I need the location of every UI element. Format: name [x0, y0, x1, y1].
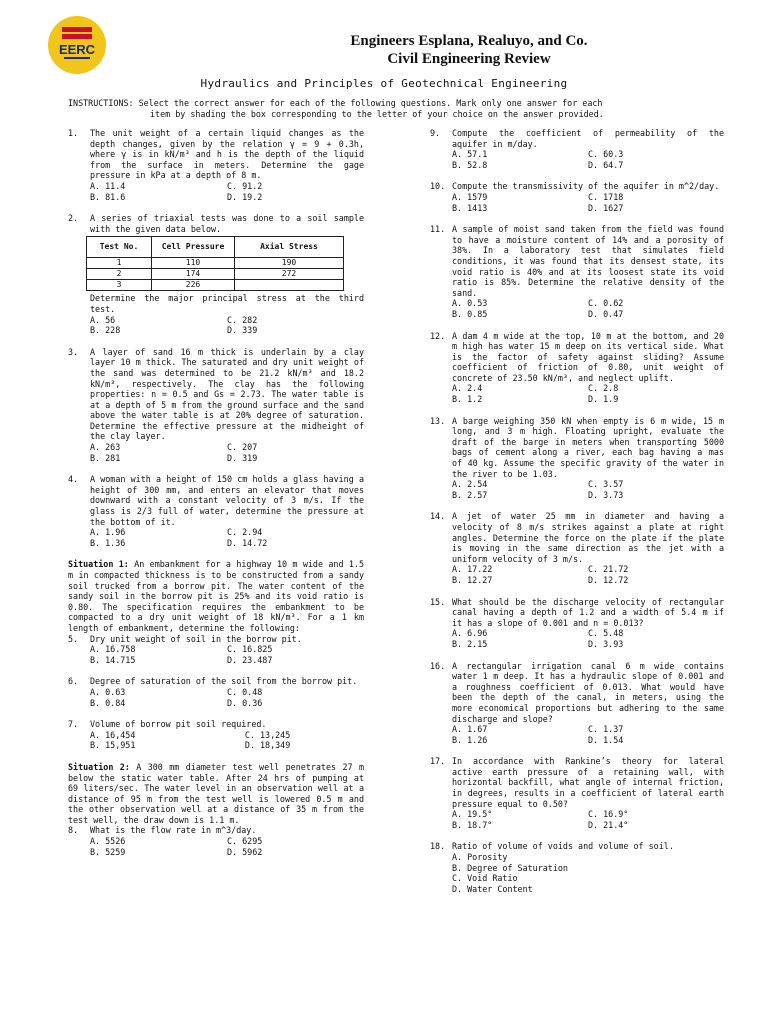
- table-row: [87, 258, 344, 269]
- table-header: Cell Pressure: [152, 237, 235, 258]
- table-cell: [235, 280, 344, 291]
- question-stem: A jet of water 25 mm in diameter and having a velocity of 8 m/s strikes against a plate at right angles. Determine the force on the plate if the plate is moving in the same direction as the jet with a uniform velocity of 3 m/s.: [452, 511, 724, 564]
- choice-d: D. 3.73: [588, 489, 624, 500]
- choice-a: A. 1.96: [90, 527, 126, 538]
- question-number: 3.: [68, 346, 79, 357]
- org-subtitle: Civil Engineering Review: [387, 51, 551, 67]
- choice-d: D. 1.54: [588, 734, 624, 745]
- question-1: [68, 128, 364, 202]
- table-cell: 3: [87, 280, 152, 291]
- choice-c: C. 16.825: [227, 644, 273, 655]
- choice-a: A. 16.758: [90, 644, 136, 655]
- situation-2: [68, 762, 364, 826]
- question-18: [430, 841, 724, 894]
- choice-c: C. 1.37: [588, 724, 624, 735]
- table-cell: 226: [152, 280, 235, 291]
- question-4: [68, 474, 364, 548]
- choice-b: B. 14.715: [90, 654, 136, 665]
- instructions-line-1: INSTRUCTIONS: Select the correct answer for each of the following questions. Mark only one answer for each: [68, 98, 603, 108]
- choice-b: B. 12.27: [452, 574, 493, 585]
- table-cell: 190: [235, 258, 344, 269]
- question-stem: A rectangular irrigation canal 6 m wide contains water 1 m deep. It has a hydraulic slope of 0.001 and a roughness coefficient of 0.013. What would have been the depth of the canal, in meters, using the more economical proportions but adhering to the same discharge and slope?: [452, 660, 724, 724]
- question-13: [430, 416, 724, 501]
- question-stem: Degree of saturation of the soil from the borrow pit.: [90, 676, 358, 687]
- choice-b: B. 1.36: [90, 537, 126, 548]
- choice-c: C. 2.8: [588, 383, 619, 394]
- question-stem: What should be the discharge velocity of rectangular canal having a depth of 1.2 and a width of 5.4 m if it has a slope of 0.001 and n = 0.013?: [452, 596, 724, 628]
- question-stem: A layer of sand 16 m thick is underlain by a clay layer 10 m thick. The saturated and dry unit weight of the sand was determined to be 21.2 kN/m³ and 18.2 kN/m³, respectively. The clay has the following properties: n = 0.5 and Gs = 2.73. The water table is at a depth of 5 m from the ground surface and the sand above the water table is at 20% degree of saturation. Determine the effective pressure at the midheight of the clay layer.: [90, 346, 364, 442]
- question-stem: Volume of borrow pit soil required.: [90, 719, 267, 730]
- choice-a: A. 2.54: [452, 479, 488, 490]
- question-number: 18.: [430, 841, 446, 852]
- choice-a: A. 57.1: [452, 149, 488, 160]
- choice-a: A. 17.22: [452, 564, 493, 575]
- question-stem: What is the flow rate in m^3/day.: [90, 825, 257, 836]
- choice-d: D. 19.2: [227, 191, 263, 202]
- question-15: [430, 597, 724, 650]
- choice-b: B. 15,951: [90, 740, 136, 751]
- choice-b: B. 0.85: [452, 308, 488, 319]
- choice-a: A. Porosity: [452, 852, 508, 863]
- situation-1: [68, 559, 364, 633]
- table-cell: 110: [152, 258, 235, 269]
- question-10: [430, 181, 724, 213]
- choice-d: D. 3.93: [588, 638, 624, 649]
- choice-c: C. 16.9°: [588, 809, 629, 820]
- choice-d: D. 23.487: [227, 654, 273, 665]
- question-number: 14.: [430, 511, 446, 522]
- question-number: 11.: [430, 224, 446, 235]
- choice-d: D. 1.9: [588, 394, 619, 405]
- question-stem: A barge weighing 350 kN when empty is 6 m wide, 15 m long, and 3 m high. Floating upright, evaluate the draft of the barge in meters when transporting 5000 bags of cement along a river, each bag having a mas of 40 kg. Assume the specific gravity of the water in the river to be 1.03.: [452, 415, 724, 479]
- question-number: 1.: [68, 128, 79, 138]
- question-2: [68, 213, 364, 336]
- table-header: Axial Stress: [235, 237, 344, 258]
- situation-text: An embankment for a highway 10 m wide and 1.5 m in compacted thickness is to be constructed from a sandy soil trucked from a borrow pit. The water content of the sandy soil in the borrow pit is 25% and its void ratio is 0.80. The specification requires the embankment to be compacted to a dry unit weight of 18 kN/m³. For a 1 km length of embankment, determine the following:: [68, 559, 364, 633]
- choice-c: C. 13,245: [244, 729, 291, 740]
- choice-a: A. 19.5°: [452, 809, 493, 820]
- table-row: [87, 280, 344, 291]
- table-header: Test No.: [87, 237, 152, 258]
- question-number: 13.: [430, 415, 446, 426]
- question-stem: Dry unit weight of soil in the borrow pit.: [90, 633, 302, 644]
- eerc-logo: [44, 14, 110, 76]
- choice-a: A. 16,454: [90, 729, 136, 740]
- question-11: [430, 224, 724, 319]
- choice-d: D. 319: [227, 452, 258, 463]
- choice-d: D. 1627: [588, 202, 624, 213]
- choice-d: D. 0.36: [227, 697, 263, 708]
- choice-d: D. 64.7: [588, 159, 624, 170]
- choice-c: C. 91.2: [227, 180, 263, 191]
- choice-b: B. 1413: [452, 202, 488, 213]
- question-stem: A woman with a height of 150 cm holds a glass having a height of 300 mm, and enters an elevator that moves downward with a constant velocity of 3 m/s. If the glass is 2/3 full of water, determine the pressure at the bottom of it.: [90, 474, 364, 527]
- question-stem: A series of triaxial tests was done to a soil sample with the given data below.: [90, 213, 364, 234]
- choice-b: B. 18.7°: [452, 819, 493, 830]
- choice-d: D. 0.47: [588, 308, 624, 319]
- choice-b: B. 52.8: [452, 159, 488, 170]
- choice-a: A. 5526: [90, 836, 126, 847]
- org-name: Engineers Esplana, Realuyo, and Co.: [350, 33, 588, 49]
- question-3: [68, 347, 364, 464]
- choice-a: A. 56: [90, 314, 116, 325]
- question-number: 10.: [430, 181, 446, 192]
- question-16: [430, 661, 724, 746]
- question-number: 15.: [430, 596, 446, 607]
- question-number: 7.: [68, 719, 79, 730]
- choice-c: C. 2.94: [227, 527, 263, 538]
- choice-a: A. 1579: [452, 191, 488, 202]
- choice-b: B. 2.57: [452, 489, 488, 500]
- choice-a: A. 2.4: [452, 383, 483, 394]
- choice-d: D. 14.72: [227, 537, 268, 548]
- question-stem: Ratio of volume of voids and volume of soil.: [452, 841, 674, 852]
- table-row: [87, 269, 344, 280]
- question-12: [430, 331, 724, 405]
- choice-c: C. 5.48: [588, 628, 624, 639]
- table-cell: 272: [235, 269, 344, 280]
- question-number: 16.: [430, 660, 446, 671]
- question-stem: Compute the transmissivity of the aquifer in m^2/day.: [452, 181, 720, 192]
- table-cell: 1: [87, 258, 152, 269]
- situation-text: A 300 mm diameter test well penetrates 27 m below the static water table. After 24 hrs of pumping at 69 liters/sec. The water level in an observation well at a distance of 95 m from the test well is lowered 0.5 m and the other observation well at a distance of 35 m from the test well, the draw down is 1.1 m.: [68, 761, 364, 825]
- choice-c: C. 282: [227, 314, 258, 325]
- choice-a: A. 263: [90, 442, 121, 453]
- choice-b: B. 81.6: [90, 191, 126, 202]
- choice-c: C. 0.62: [588, 298, 624, 309]
- triaxial-table: [86, 236, 344, 291]
- question-17: [430, 756, 724, 830]
- question-5: [68, 634, 364, 666]
- question-number: 12.: [430, 330, 446, 341]
- situation-label: Situation 2:: [68, 761, 130, 772]
- choice-c: C. 6295: [227, 836, 263, 847]
- choice-a: A. 1.67: [452, 724, 488, 735]
- choice-a: A. 6.96: [452, 628, 488, 639]
- logo-text: EERC: [58, 42, 96, 57]
- choice-a: A. 0.53: [452, 298, 488, 309]
- question-number: 17.: [430, 756, 446, 767]
- choice-b: B. 281: [90, 452, 121, 463]
- choice-c: C. 60.3: [588, 149, 624, 160]
- organization-header: [170, 32, 768, 68]
- question-number: 9.: [430, 128, 441, 138]
- choice-b: B. Degree of Saturation: [452, 862, 568, 873]
- choice-b: B. 5259: [90, 846, 126, 857]
- choice-d: D. 12.72: [588, 574, 629, 585]
- question-number: 5.: [68, 633, 79, 644]
- instructions: [68, 98, 724, 120]
- question-stem: In accordance with Rankine’s theory for lateral active earth pressure of a retaining wall, with horizontal backfill, what angle of internal friction, in degrees, results in a coefficient of lateral earth pressure equal to 0.50?: [452, 756, 724, 809]
- question-7: [68, 719, 364, 751]
- question-stem: A dam 4 m wide at the top, 10 m at the bottom, and 20 m high has water 15 m deep on its vertical side. What is the factor of safety against sliding? Assume coefficient of friction of 0.80, unit weight of concrete of 23.50 kN/m³, and neglect uplift.: [452, 330, 724, 383]
- question-6: [68, 676, 364, 708]
- choice-c: C. Void Ratio: [452, 873, 518, 884]
- choice-c: C. 1718: [588, 191, 624, 202]
- choice-b: B. 228: [90, 325, 121, 336]
- situation-label: Situation 1:: [68, 559, 129, 570]
- right-column: [430, 128, 724, 905]
- question-number: 2.: [68, 213, 79, 224]
- choice-d: D. 21.4°: [588, 819, 629, 830]
- table-cell: 174: [152, 269, 235, 280]
- question-9: [430, 128, 724, 170]
- choice-c: C. 3.57: [588, 479, 624, 490]
- question-14: [430, 511, 724, 585]
- question-stem: The unit weight of a certain liquid changes as the depth changes, given by the relation γ = 9 + 0.3h, where γ is in kN/m³ and h is the depth of the liquid from the surface in meters. Determine the gage pressure in kPa at a depth of 8 m.: [90, 128, 364, 181]
- choice-b: B. 0.84: [90, 697, 126, 708]
- choice-d: D. Water Content: [452, 883, 533, 894]
- choice-a: A. 11.4: [90, 180, 126, 191]
- question-stem: Compute the coefficient of permeability of the aquifer in m/day.: [452, 128, 724, 149]
- left-column: [68, 128, 364, 868]
- question-number: 8.: [68, 825, 79, 836]
- question-8: [68, 825, 364, 857]
- choice-b: B. 1.26: [452, 734, 488, 745]
- question-stem: A sample of moist sand taken from the field was found to have a moisture content of 14% and a porosity of 38%. In a laboratory test that simulates field conditions, it was found that its densest state, its void ratio is 40% and at its loosest state its void ratio is 85%. Determine the relative density of the sand.: [452, 224, 724, 298]
- choice-b: B. 2.15: [452, 638, 488, 649]
- question-followup: Determine the major principal stress at the third test.: [90, 293, 364, 314]
- choice-b: B. 1.2: [452, 394, 483, 405]
- choice-a: A. 0.63: [90, 686, 126, 697]
- table-cell: 2: [87, 269, 152, 280]
- question-number: 6.: [68, 676, 79, 687]
- choice-c: C. 0.48: [227, 686, 263, 697]
- question-number: 4.: [68, 474, 79, 485]
- choice-c: C. 207: [227, 442, 258, 453]
- choice-c: C. 21.72: [588, 564, 629, 575]
- exam-subject: Hydraulics and Principles of Geotechnical Engineering: [200, 77, 568, 90]
- choice-d: D. 18,349: [244, 740, 291, 751]
- instructions-line-2: item by shading the box corresponding to the letter of your choice on the answer provided.: [150, 109, 604, 119]
- choice-d: D. 5962: [227, 846, 263, 857]
- choice-d: D. 339: [227, 325, 258, 336]
